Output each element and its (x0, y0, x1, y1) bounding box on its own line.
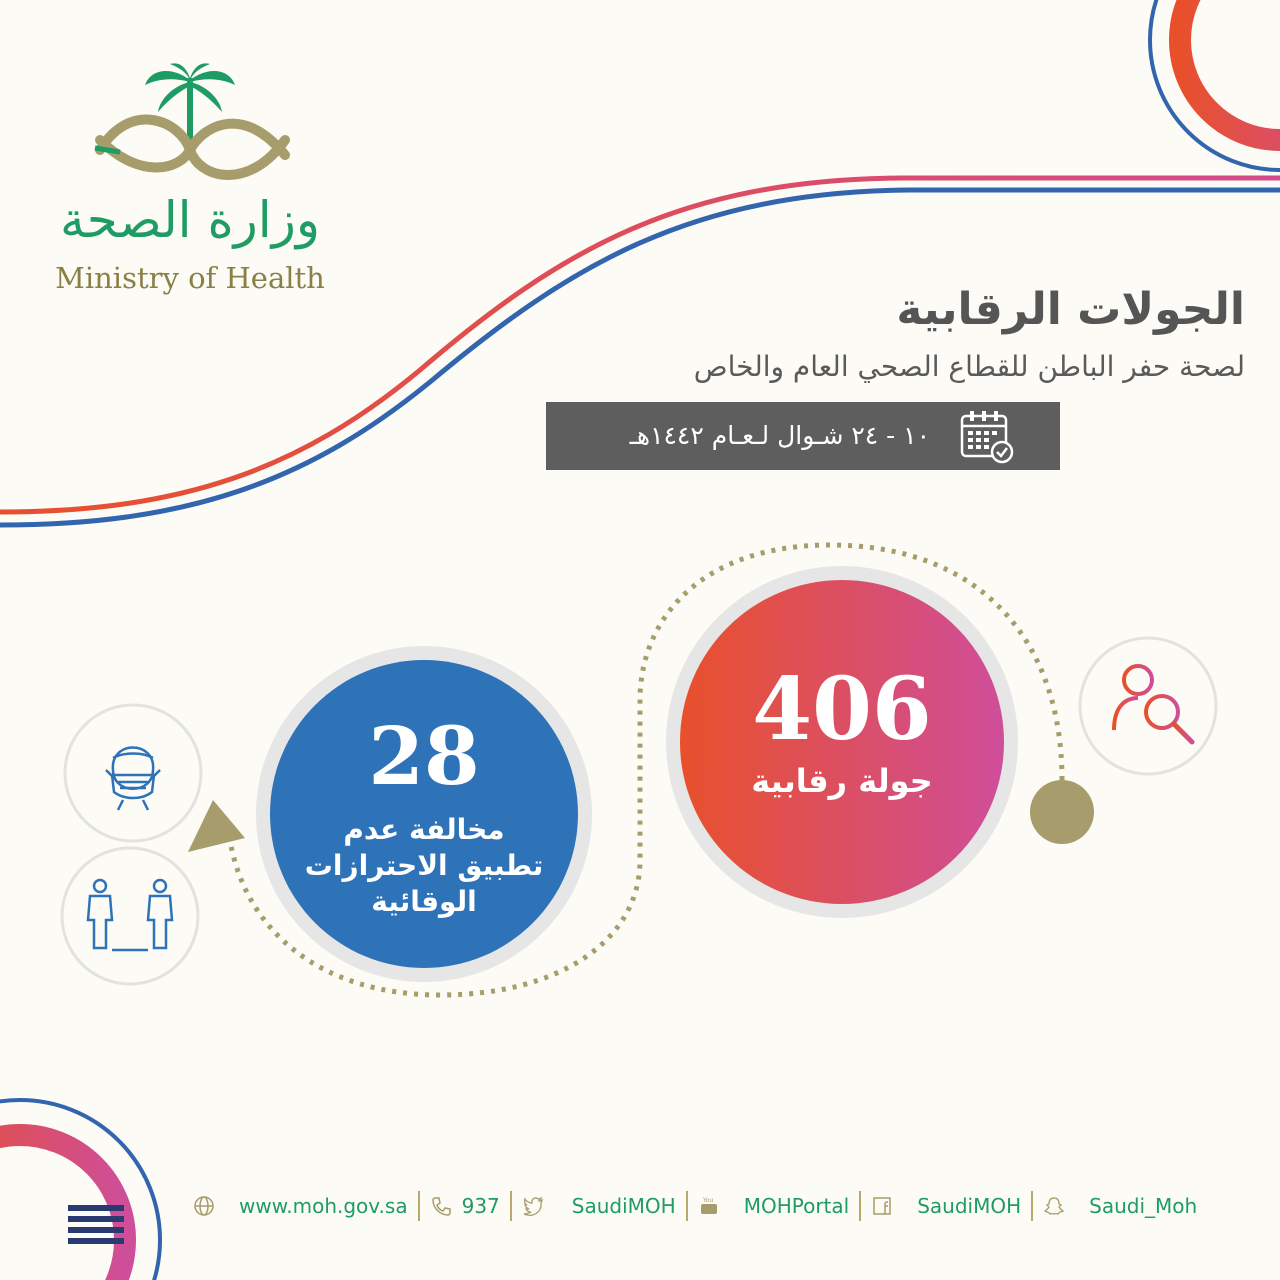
violations-count: 28 (368, 709, 480, 803)
footer-youtube[interactable] (690, 1194, 858, 1218)
calendar-check-icon (956, 406, 1016, 466)
inspection-rounds-label: جولة رقابية (751, 762, 933, 800)
inspection-rounds-count: 406 (752, 659, 932, 760)
footer-facebook[interactable] (863, 1194, 1029, 1218)
snapchat-icon (1043, 1195, 1065, 1217)
svg-text:You: You (702, 1197, 714, 1204)
violations-label-line-2: تطبيق الاحترازات (304, 849, 544, 882)
violations-label-line-1: مخالفة عدم (343, 813, 505, 846)
footer-separator (510, 1191, 512, 1221)
footer-website-text: www.moh.gov.sa (239, 1194, 408, 1218)
inspector-search-icon (1108, 656, 1198, 746)
phone-icon (430, 1195, 452, 1217)
twitter-icon (522, 1195, 544, 1217)
footer-separator (859, 1191, 861, 1221)
violations-label-line-3: الوقائية (371, 885, 477, 918)
logo-name-english: Ministry of Health (55, 261, 325, 295)
footer-snapchat-text: Saudi_Moh (1089, 1194, 1198, 1218)
logo-name-arabic: وزارة الصحة (60, 191, 320, 249)
footer-separator (1031, 1191, 1033, 1221)
footer-twitter[interactable] (514, 1194, 684, 1218)
footer-separator (418, 1191, 420, 1221)
moh-emblem (90, 60, 290, 185)
facebook-icon (871, 1195, 893, 1217)
date-banner (546, 402, 1060, 470)
footer-separator (686, 1191, 688, 1221)
date-text: ١٠ - ٢٤ شـوال لـعـام ١٤٤٢هـ (629, 421, 930, 450)
footer-phone[interactable] (422, 1194, 508, 1218)
face-mask-icon (98, 730, 168, 812)
footer-contacts (185, 1188, 1205, 1224)
footer-phone-text: 937 (461, 1194, 500, 1218)
youtube-icon (698, 1195, 720, 1217)
social-distance-icon (82, 878, 178, 954)
footer-snapchat[interactable] (1035, 1194, 1205, 1218)
page-subtitle: لصحة حفر الباطن للقطاع الصحي العام والخاص (693, 350, 1245, 383)
footer-facebook-text: SaudiMOH (917, 1194, 1022, 1218)
globe-icon (193, 1195, 215, 1217)
footer-website[interactable] (185, 1194, 416, 1218)
footer-twitter-text: SaudiMOH (571, 1194, 676, 1218)
footer-youtube-text: MOHPortal (743, 1194, 850, 1218)
page-title: الجولات الرقابية (896, 284, 1245, 335)
